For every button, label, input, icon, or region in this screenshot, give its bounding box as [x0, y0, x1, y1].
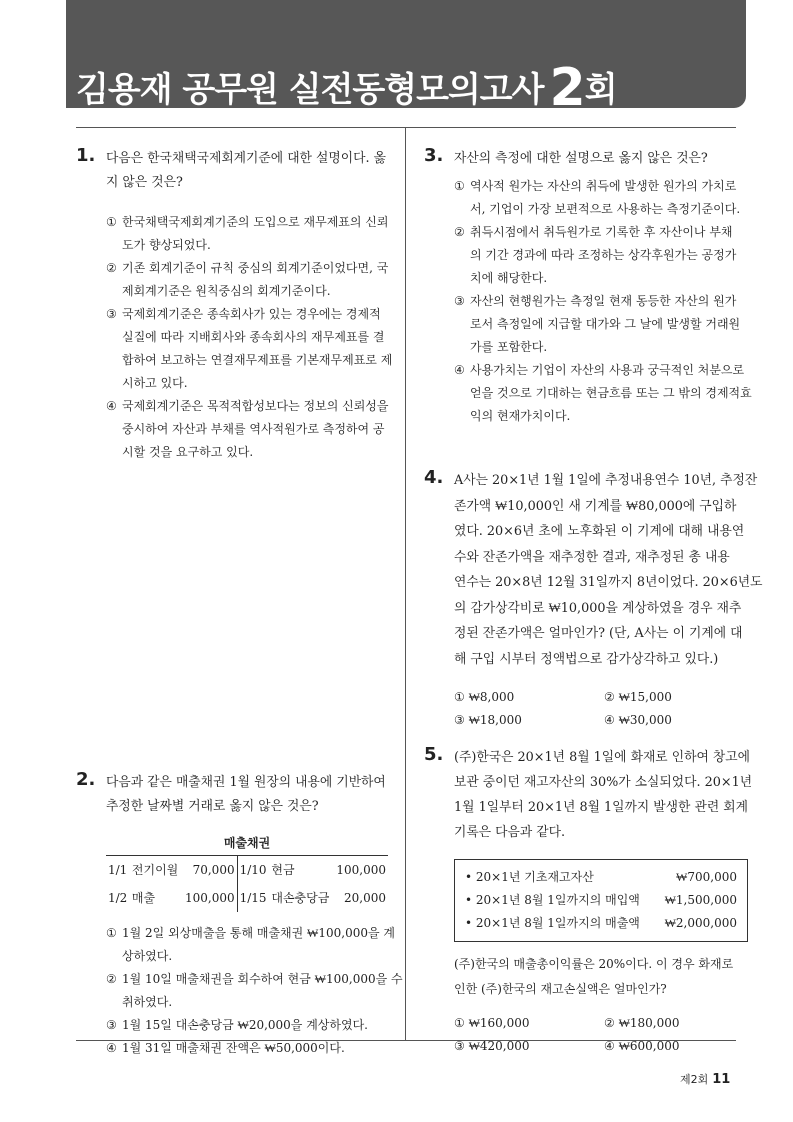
question-1 — [76, 147, 396, 464]
question-number: 4. — [424, 467, 444, 488]
options — [106, 922, 403, 1060]
option-4[interactable]: ④ ₩30,000 — [604, 713, 672, 727]
option-2[interactable]: ② 기존 회계기준이 규칙 중심의 회계기준이었다면, 국 제회계기준은 원칙중심의 회계기준이다. — [106, 261, 389, 298]
options — [454, 686, 744, 732]
ledger-row: 1/2 매출 100,000 1/15 대손충당금 20,000 — [106, 884, 388, 912]
options — [454, 175, 752, 428]
option-1[interactable]: ① 역사적 원가는 자산의 취득에 발생한 원가의 가치로 서, 기업이 가장 보편적으로 사용하는 측정기준이다. — [454, 179, 741, 216]
option-3[interactable]: ③ 국제회계기준은 종속회사가 있는 경우에는 경제적 실질에 따라 지배회사와 종속회사의 재무제표를 결 합하여 보고하는 연결재무제표를 기본재무제표로 제 시하고 있다. — [106, 307, 393, 390]
option-3[interactable]: ③ ₩18,000 — [454, 713, 522, 727]
ledger-title: 매출채권 — [223, 836, 271, 850]
column-divider — [405, 127, 406, 1040]
option-4[interactable]: ④ ₩600,000 — [604, 1039, 680, 1053]
page-footer — [680, 1071, 730, 1087]
top-rule — [76, 127, 736, 128]
question-number: 2. — [76, 769, 96, 790]
option-2[interactable]: ② ₩15,000 — [604, 690, 672, 704]
title-suffix: 회 — [584, 70, 617, 108]
options — [106, 211, 396, 464]
question-text-2: (주)한국의 매출총이익률은 20%이다. 이 경우 화재로 인한 (주)한국의 재고손실액은 얼마인가? — [454, 957, 734, 996]
option-2[interactable]: ② 취득시점에서 취득원가로 기록한 후 자산이나 부채 의 기간 경과에 따라 조정하는 상각후원가는 공정가 치에 해당한다. — [454, 225, 737, 285]
title-main: 김용재 공무원 실전동형모의고사 — [76, 70, 544, 108]
round-label: 제2회 — [680, 1073, 709, 1086]
info-box — [454, 859, 748, 942]
option-1[interactable]: ① ₩8,000 — [454, 690, 515, 704]
question-number: 3. — [424, 145, 444, 166]
question-text: 다음과 같은 매출채권 1월 원장의 내용에 기반하여 추정한 날짜별 거래로 옳지 않은 것은? — [106, 775, 386, 814]
question-5 — [424, 744, 753, 1058]
question-number: 5. — [424, 744, 444, 765]
page-title — [76, 58, 617, 108]
options — [454, 1012, 744, 1058]
option-3[interactable]: ③ 자산의 현행원가는 측정일 현재 동등한 자산의 원가 로서 측정일에 지급할 대가와 그 날에 발생할 거래원 가를 포함한다. — [454, 294, 741, 354]
option-4[interactable]: ④ 사용가치는 기업이 자산의 사용과 궁극적인 처분으로 얻을 것으로 기대하는 현금흐름 또는 그 밖의 경제적효 익의 현재가치이다. — [454, 363, 752, 423]
option-2[interactable]: ② 1월 10일 매출채권을 회수하여 현금 ₩100,000을 수 취하였다. — [106, 972, 403, 1009]
box-row: • 20×1년 8월 1일까지의 매입액 ₩1,500,000 — [465, 893, 737, 907]
question-text: (주)한국은 20×1년 8월 1일에 화재로 인하여 창고에 보관 중이던 재고자산의 30%가 소실되었다. 20×1년 1월 1일부터 20×1년 8월 1일까지 발생한 관련 회계 기록은 다음과 같다. — [454, 750, 753, 840]
header-banner — [66, 0, 746, 108]
option-1[interactable]: ① 한국채택국제회계기준의 도입으로 재무제표의 신뢰 도가 향상되었다. — [106, 215, 389, 252]
question-2 — [76, 769, 403, 1060]
option-1[interactable]: ① 1월 2일 외상매출을 통해 매출채권 ₩100,000을 계 상하였다. — [106, 926, 395, 963]
box-row: • 20×1년 8월 1일까지의 매출액 ₩2,000,000 — [465, 916, 737, 930]
option-3[interactable]: ③ 1월 15일 대손충당금 ₩20,000을 계상하였다. — [106, 1018, 368, 1032]
option-4[interactable]: ④ 1월 31일 매출채권 잔액은 ₩50,000이다. — [106, 1041, 345, 1055]
question-text: A사는 20×1년 1월 1일에 추정내용연수 10년, 추정잔 존가액 ₩10,000인 새 기계를 ₩80,000에 구입하 였다. 20×6년 초에 노후화된 이 기계에 대해 내용연 수와 잔존가액을 재추정한 결과, 재추정된 총 내용 연수는 20×8년 12월 31일까지 8년이었다. 20×6년도 의 감가상각비로 ₩10,000을 계상하였을 경우 재추 정된 잔존가액은 얼마인가? (단, A사는 이 기계에 대 해 구입 시부터 정액법으로 감가상각하고 있다.) — [454, 473, 763, 667]
title-number: 2 — [549, 58, 585, 108]
question-text: 다음은 한국채택국제회계기준에 대한 설명이다. 옳 지 않은 것은? — [106, 151, 386, 190]
option-1[interactable]: ① ₩160,000 — [454, 1016, 530, 1030]
ledger-row: 1/1 전기이월 70,000 1/10 현금 100,000 — [106, 856, 388, 885]
t-account-ledger — [106, 855, 388, 912]
box-row: • 20×1년 기초재고자산 ₩700,000 — [465, 870, 737, 884]
question-4 — [424, 467, 763, 732]
page-number: 11 — [712, 1072, 731, 1087]
question-number: 1. — [76, 145, 96, 166]
question-text: 자산의 측정에 대한 설명으로 옳지 않은 것은? — [454, 151, 708, 166]
option-3[interactable]: ③ ₩420,000 — [454, 1039, 530, 1053]
question-3 — [424, 145, 752, 428]
option-2[interactable]: ② ₩180,000 — [604, 1016, 680, 1030]
option-4[interactable]: ④ 국제회계기준은 목적적합성보다는 정보의 신뢰성을 중시하여 자산과 부채를 역사적원가로 측정하여 공 시할 것을 요구하고 있다. — [106, 399, 389, 459]
